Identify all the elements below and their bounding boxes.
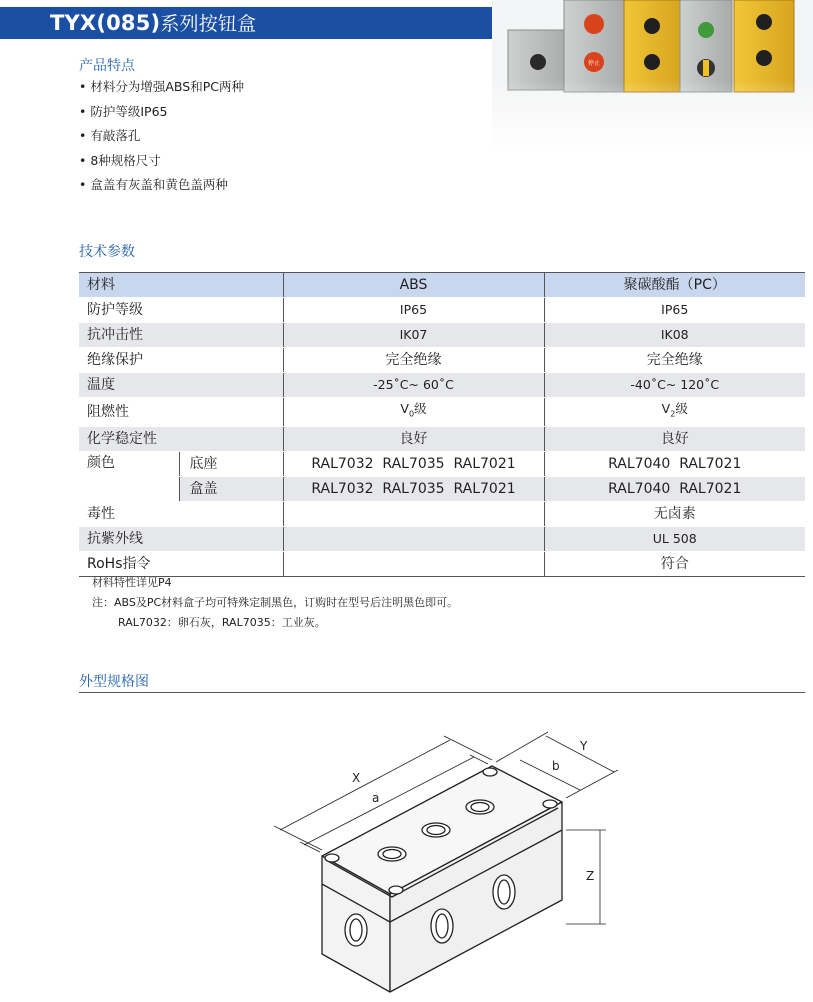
table-row [79,348,805,373]
row-label: 防护等级 [79,298,283,323]
product-photo [492,0,813,155]
dimension-drawing [260,730,640,1002]
table-row [79,373,805,398]
dim-label-x: X [352,771,361,785]
feature-item: • 有敲落孔 [79,127,244,152]
table-row [79,426,805,451]
row-abs-value [283,526,544,551]
spec-table [79,272,805,577]
drawing-title: 外型规格图 [79,674,149,690]
feature-item: • 防护等级IP65 [79,103,244,128]
row-pc-value: $V_2$级 [544,398,805,427]
page-title [50,9,256,38]
dim-label-b: b [552,759,560,773]
table-row [79,451,805,476]
title-model: TYX(085) [50,11,161,35]
row-label: 抗冲击性 [79,323,283,348]
row-abs-value: 完全绝缘 [283,348,544,373]
features-list [79,78,244,201]
feature-item: • 8种规格尺寸 [79,152,244,177]
row-pc-value: RAL7040 RAL7021 [544,451,805,476]
row-pc-value: -40˚C~ 120˚C [544,373,805,398]
row-abs-value: 良好 [283,426,544,451]
row-pc-value: 无卤素 [544,501,805,526]
sub-label: 盒盖 [179,476,283,501]
row-abs-value: -25˚C~ 60˚C [283,373,544,398]
notes [92,573,458,633]
note-line: RAL7032：卵石灰，RAL7035：工业灰。 [118,616,326,629]
row-label: 化学稳定性 [79,426,283,451]
header-bar [0,7,494,39]
section-divider [79,692,805,693]
row-label: RoHs指令 [79,551,283,576]
row-abs-value: IK07 [283,323,544,348]
header-pc: 聚碳酸酯（PC） [544,273,805,298]
row-pc-value: UL 508 [544,526,805,551]
row-abs-value: $V_0$级 [283,398,544,427]
row-pc-value: 符合 [544,551,805,576]
table-row [79,323,805,348]
sub-label: 底座 [179,451,283,476]
table-row [79,273,805,298]
row-pc-value: IK08 [544,323,805,348]
row-abs-value: IP65 [283,298,544,323]
table-row [79,298,805,323]
table-row [79,526,805,551]
row-pc-value: 良好 [544,426,805,451]
note-line: 注：ABS及PC材料盒子均可特殊定制黑色，订购时在型号后注明黑色即可。 [92,596,459,609]
table-row [79,501,805,526]
specs-title: 技术参数 [79,244,135,260]
row-abs-value: RAL7032 RAL7035 RAL7021 [283,476,544,501]
row-pc-value: RAL7040 RAL7021 [544,476,805,501]
table-row [79,476,805,501]
row-label: 绝缘保护 [79,348,283,373]
table-row [79,398,805,427]
row-label: 抗紫外线 [79,526,283,551]
dim-label-a: a [372,791,380,805]
feature-item: • 材料分为增强ABS和PC两种 [79,78,244,103]
row-pc-value: 完全绝缘 [544,348,805,373]
row-label: 毒性 [79,501,283,526]
feature-item: • 盒盖有灰盖和黄色盖两种 [79,176,244,201]
row-pc-value: IP65 [544,298,805,323]
dim-label-z: Z [586,869,595,883]
row-label: 颜色 [79,451,179,501]
dim-label-y: Y [580,739,588,753]
row-abs-value [283,501,544,526]
photo-badge: 停止 [587,60,601,67]
row-label: 温度 [79,373,283,398]
header-label: 材料 [79,273,283,298]
note-line: 材料特性详见P4 [92,576,172,589]
row-abs-value: RAL7032 RAL7035 RAL7021 [283,451,544,476]
features-title: 产品特点 [79,58,135,74]
row-label: 阻燃性 [79,398,283,427]
header-abs: ABS [283,273,544,298]
title-series: 系列按钮盒 [160,13,257,35]
